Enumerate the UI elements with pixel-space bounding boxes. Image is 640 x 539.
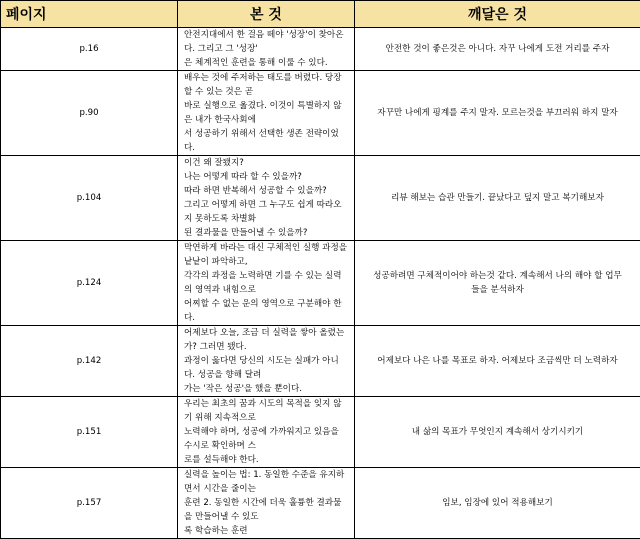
column-header-page[interactable]: 페이지	[1, 1, 178, 28]
learned-text: 어제보다 나은 나를 목표로 하자. 어제보다 조금씩만 더 노력하자	[360, 354, 635, 368]
learned-text: 리뷰 해보는 습관 만들기. 끝났다고 덮지 말고 복기해보자	[360, 191, 635, 205]
table-row	[1, 156, 640, 241]
page-cell[interactable]: p.157	[1, 468, 178, 539]
column-header-seen[interactable]: 본 것	[178, 1, 355, 28]
seen-cell[interactable]	[178, 397, 355, 468]
page-cell[interactable]: p.104	[1, 156, 178, 241]
table-row	[1, 241, 640, 326]
page-cell[interactable]: p.124	[1, 241, 178, 326]
header-row	[1, 1, 640, 28]
learned-text: 성공하려면 구체적이어야 하는것 같다. 계속해서 나의 해야 할 업무 들을 분석하자	[360, 269, 635, 297]
column-header-learned[interactable]: 깨달은 것	[355, 1, 640, 28]
seen-text: 우리는 최초의 꿈과 시도의 목적을 잊지 않기 위해 지속적으로 노력해야 하며, 성공에 가까워지고 있음을 수시로 확인하며 스 로를 설득해야 한다.	[184, 397, 349, 467]
page-cell[interactable]: p.151	[1, 397, 178, 468]
table-row	[1, 397, 640, 468]
learned-text: 임보, 임장에 있어 적용해보기	[360, 496, 635, 510]
seen-text: 막연하게 바라는 대신 구체적인 실행 과정을 낱낱이 파악하고, 각각의 과정을 노력하면 기를 수 있는 실력의 영역과 내힘으로 어찌할 수 없는 운의 영역으로 구분해야 한다.	[184, 241, 349, 325]
learned-cell[interactable]	[355, 397, 640, 468]
learned-text: 내 삶의 목표가 무엇인지 계속해서 상기시키기	[360, 425, 635, 439]
seen-cell[interactable]	[178, 71, 355, 156]
learned-cell[interactable]	[355, 28, 640, 71]
learned-text: 자꾸만 나에게 핑계를 주지 말자. 모르는것을 부끄러워 하지 말자	[360, 106, 635, 120]
seen-text: 이건 왜 잘됐지? 나는 어떻게 따라 할 수 있을까? 따라 하면 반복해서 성공할 수 있을까? 그리고 어떻게 하면 그 누구도 쉽게 따라오지 못하도록 차별화 된 결과물을 만들어낼 수 있을까?	[184, 156, 349, 240]
seen-cell[interactable]	[178, 468, 355, 539]
learned-cell[interactable]	[355, 468, 640, 539]
learned-cell[interactable]	[355, 326, 640, 397]
seen-text: 실력을 높이는 법: 1. 동일한 수준을 유지하면서 시간을 줄이는 훈련 2. 동일한 시간에 더욱 훌륭한 결과물을 만들어낼 수 있도 록 학습하는 훈련	[184, 468, 349, 538]
page-cell[interactable]: p.16	[1, 28, 178, 71]
seen-text: 배우는 것에 주저하는 태도를 버렸다. 당장 할 수 있는 것은 곧 바로 실행으로 옮겼다. 이것이 특별하지 않은 내가 한국사회에 서 성공하기 위해서 선택한 생존 전략이었다.	[184, 71, 349, 155]
seen-cell[interactable]	[178, 156, 355, 241]
table-row	[1, 468, 640, 539]
seen-cell[interactable]	[178, 326, 355, 397]
learned-cell[interactable]	[355, 241, 640, 326]
seen-text: 어제보다 오늘, 조금 더 실력을 쌓아 올렸는가? 그러면 됐다. 과정이 옳다면 당신의 시도는 실패가 아니다. 성공을 향해 달려 가는 '작은 성공'을 했을 뿐이다.	[184, 326, 349, 396]
learned-cell[interactable]	[355, 156, 640, 241]
seen-cell[interactable]	[178, 241, 355, 326]
table-row	[1, 28, 640, 71]
learned-cell[interactable]	[355, 71, 640, 156]
page-cell[interactable]: p.90	[1, 71, 178, 156]
table-row	[1, 71, 640, 156]
seen-cell[interactable]	[178, 28, 355, 71]
page-cell[interactable]: p.142	[1, 326, 178, 397]
table-row	[1, 326, 640, 397]
seen-text: 안전지대에서 한 걸음 떼야 '성장'이 찾아온다. 그리고 그 '성장' 은 체계적인 훈련을 통해 이룰 수 있다.	[184, 28, 349, 70]
learned-text: 안전한 것이 좋은것은 아니다. 자꾸 나에게 도전 거리를 주자	[360, 42, 635, 56]
